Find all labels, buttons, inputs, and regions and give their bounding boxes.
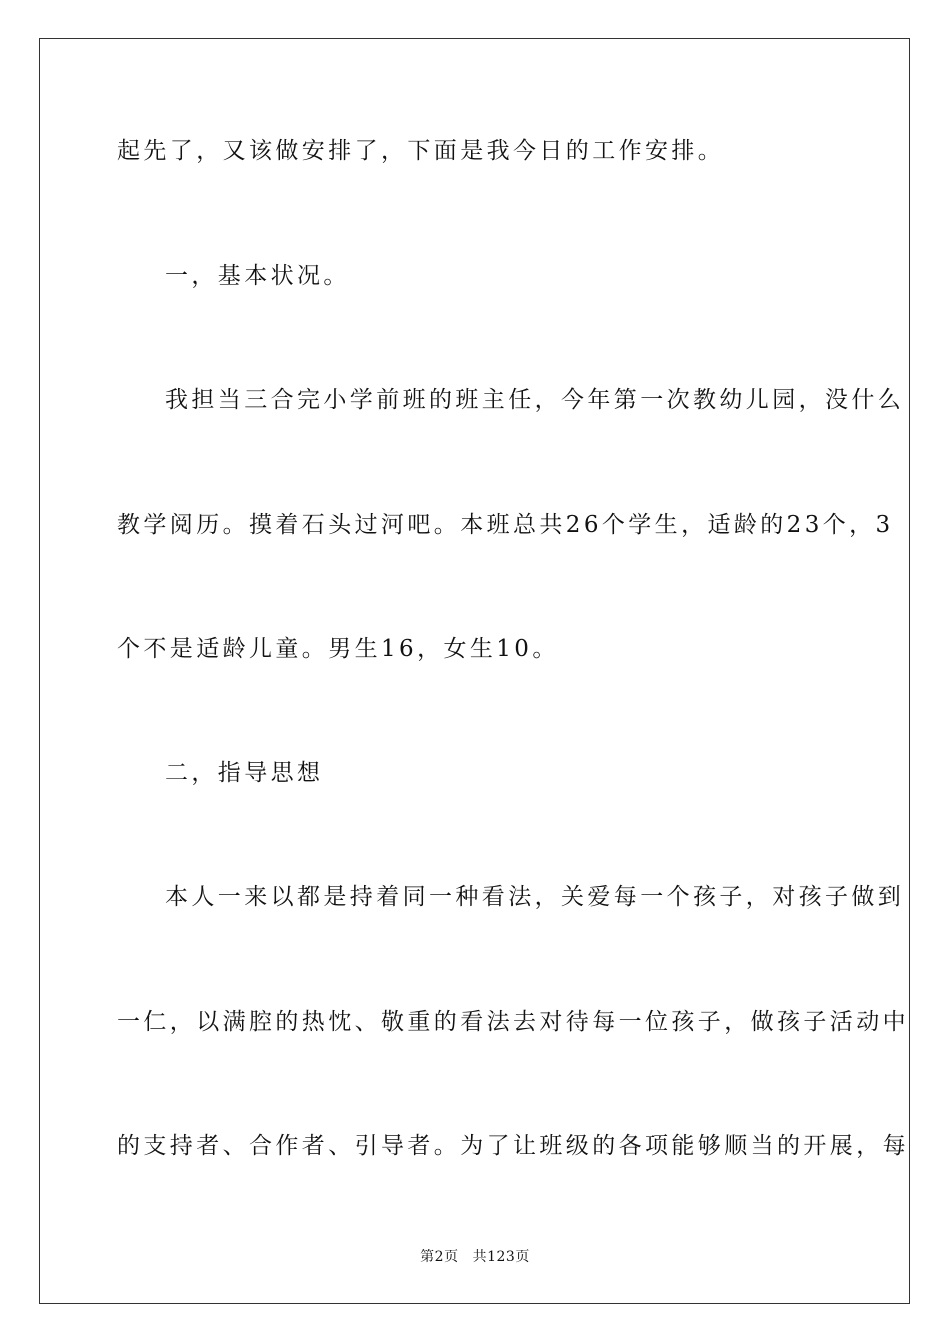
paragraph-line: 本人一来以都是持着同一种看法，关爱每一个孩子，对孩子做到	[165, 884, 905, 910]
paragraph-line: 的支持者、合作者、引导者。为了让班级的各项能够顺当的开展，每	[117, 1133, 909, 1159]
page-total: 共123页	[472, 1249, 530, 1265]
paragraph-line: 个不是适龄儿童。男生16，女生10。	[117, 636, 559, 662]
page-frame	[39, 38, 910, 1304]
paragraph-line: 一仁，以满腔的热忱、敬重的看法去对待每一位孩子，做孩子活动中	[117, 1009, 909, 1035]
paragraph-line: 教学阅历。摸着石头过河吧。本班总共26个学生，适龄的23个，3	[117, 512, 894, 538]
section-heading: 一，基本状况。	[165, 263, 350, 289]
section-heading: 二，指导思想	[165, 760, 324, 786]
page-number: 第2页	[420, 1249, 459, 1265]
text-line: 起先了，又该做安排了，下面是我今日的工作安排。	[117, 138, 725, 164]
page-footer	[0, 1248, 950, 1266]
paragraph-line: 我担当三合完小学前班的班主任，今年第一次教幼儿园，没什么	[165, 387, 905, 413]
